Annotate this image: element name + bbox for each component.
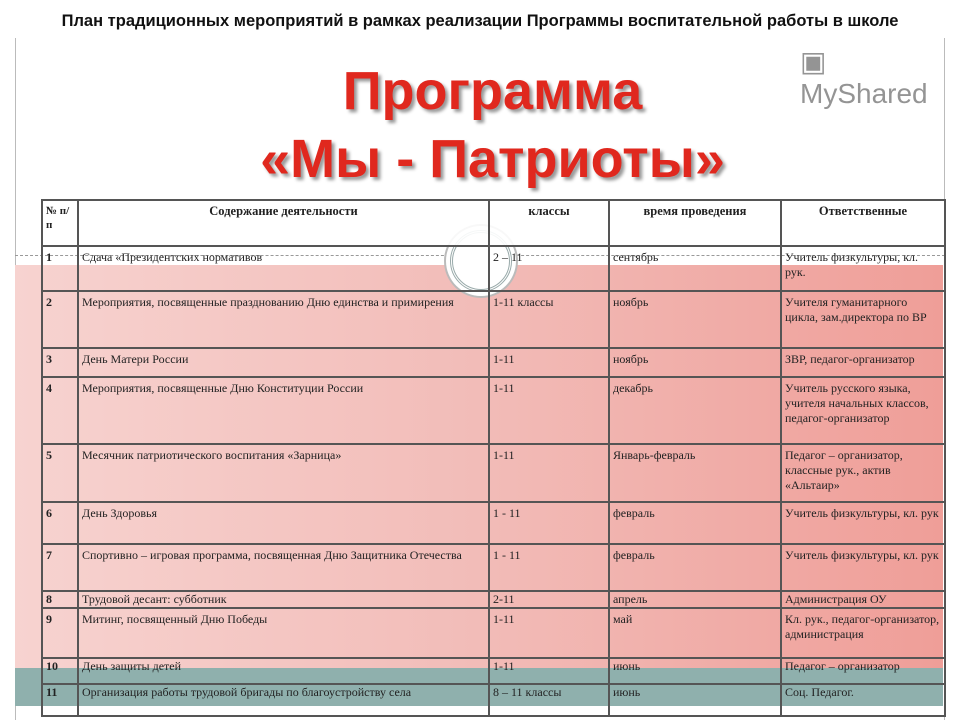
grades-cell: 1 - 11	[489, 502, 609, 544]
time-cell: сентябрь	[609, 246, 781, 291]
table-row	[42, 502, 945, 544]
time-cell: июнь	[609, 684, 781, 716]
responsible-cell: Педагог – организатор, классные рук., актив «Альтаир»	[781, 444, 945, 502]
row-number: 10	[42, 658, 78, 684]
table-row	[42, 348, 945, 377]
responsible-cell: Администрация ОУ	[781, 591, 945, 608]
activity-cell: День Матери России	[78, 348, 489, 377]
grades-cell: 1-11	[489, 348, 609, 377]
activity-cell: День Здоровья	[78, 502, 489, 544]
grades-cell: 1 - 11	[489, 544, 609, 591]
activity-cell: Митинг, посвященный Дню Победы	[78, 608, 489, 658]
activity-cell: Трудовой десант: субботник	[78, 591, 489, 608]
responsible-cell: Учитель физкультуры, кл. рук.	[781, 246, 945, 291]
time-cell: июнь	[609, 658, 781, 684]
time-cell: апрель	[609, 591, 781, 608]
time-cell: май	[609, 608, 781, 658]
activity-cell: Сдача «Президентских нормативов	[78, 246, 489, 291]
grades-cell: 2 – 11	[489, 246, 609, 291]
watermark-logo: ▣ MyShared	[800, 46, 928, 109]
responsible-cell: Учитель физкультуры, кл. рук	[781, 544, 945, 591]
table-row	[42, 291, 945, 348]
activity-cell: Мероприятия, посвященные празднованию Дню единства и примирения	[78, 291, 489, 348]
row-number: 6	[42, 502, 78, 544]
grades-cell: 1-11	[489, 377, 609, 444]
time-cell: февраль	[609, 544, 781, 591]
responsible-cell: Учителя гуманитарного цикла, зам.директора по ВР	[781, 291, 945, 348]
activity-cell: Месячник патриотического воспитания «Зарница»	[78, 444, 489, 502]
table-row	[42, 684, 945, 716]
program-title-line1: Программа	[342, 61, 643, 121]
table-row	[42, 444, 945, 502]
table-row	[42, 608, 945, 658]
program-title-line2: «Мы - Патриоты»	[260, 129, 725, 189]
row-number: 11	[42, 684, 78, 716]
time-cell: ноябрь	[609, 291, 781, 348]
col-activity: Содержание деятельности	[78, 200, 489, 246]
time-cell: ноябрь	[609, 348, 781, 377]
grades-cell: 1-11	[489, 608, 609, 658]
row-number: 8	[42, 591, 78, 608]
time-cell: февраль	[609, 502, 781, 544]
row-number: 7	[42, 544, 78, 591]
events-table	[41, 199, 946, 717]
table-row	[42, 377, 945, 444]
activity-cell: Спортивно – игровая программа, посвященная Дню Защитника Отечества	[78, 544, 489, 591]
activity-cell: Мероприятия, посвященные Дню Конституции России	[78, 377, 489, 444]
table-row	[42, 658, 945, 684]
page-title: План традиционных мероприятий в рамках реализации Программы воспитательной работы в школе	[61, 12, 899, 30]
responsible-cell: Учитель физкультуры, кл. рук	[781, 502, 945, 544]
activity-cell: Организация работы трудовой бригады по благоустройству села	[78, 684, 489, 716]
col-responsible: Ответственные	[781, 200, 945, 246]
responsible-cell: ЗВР, педагог-организатор	[781, 348, 945, 377]
grades-cell: 2-11	[489, 591, 609, 608]
row-number: 3	[42, 348, 78, 377]
responsible-cell: Педагог – организатор	[781, 658, 945, 684]
row-number: 1	[42, 246, 78, 291]
row-number: 9	[42, 608, 78, 658]
responsible-cell: Кл. рук., педагог-организатор, администрация	[781, 608, 945, 658]
activity-cell: День защиты детей	[78, 658, 489, 684]
table-row	[42, 544, 945, 591]
col-time: время проведения	[609, 200, 781, 246]
grades-cell: 1-11 классы	[489, 291, 609, 348]
responsible-cell: Учитель русского языка, учителя начальных классов, педагог-организатор	[781, 377, 945, 444]
grades-cell: 1-11	[489, 444, 609, 502]
responsible-cell: Соц. Педагог.	[781, 684, 945, 716]
row-number: 2	[42, 291, 78, 348]
col-grades: классы	[489, 200, 609, 246]
table-header	[42, 200, 945, 246]
grades-cell: 8 – 11 классы	[489, 684, 609, 716]
time-cell: декабрь	[609, 377, 781, 444]
table-row	[42, 246, 945, 291]
time-cell: Январь-февраль	[609, 444, 781, 502]
col-number: № п/п	[42, 200, 78, 246]
row-number: 4	[42, 377, 78, 444]
row-number: 5	[42, 444, 78, 502]
grades-cell: 1-11	[489, 658, 609, 684]
table-row	[42, 591, 945, 608]
